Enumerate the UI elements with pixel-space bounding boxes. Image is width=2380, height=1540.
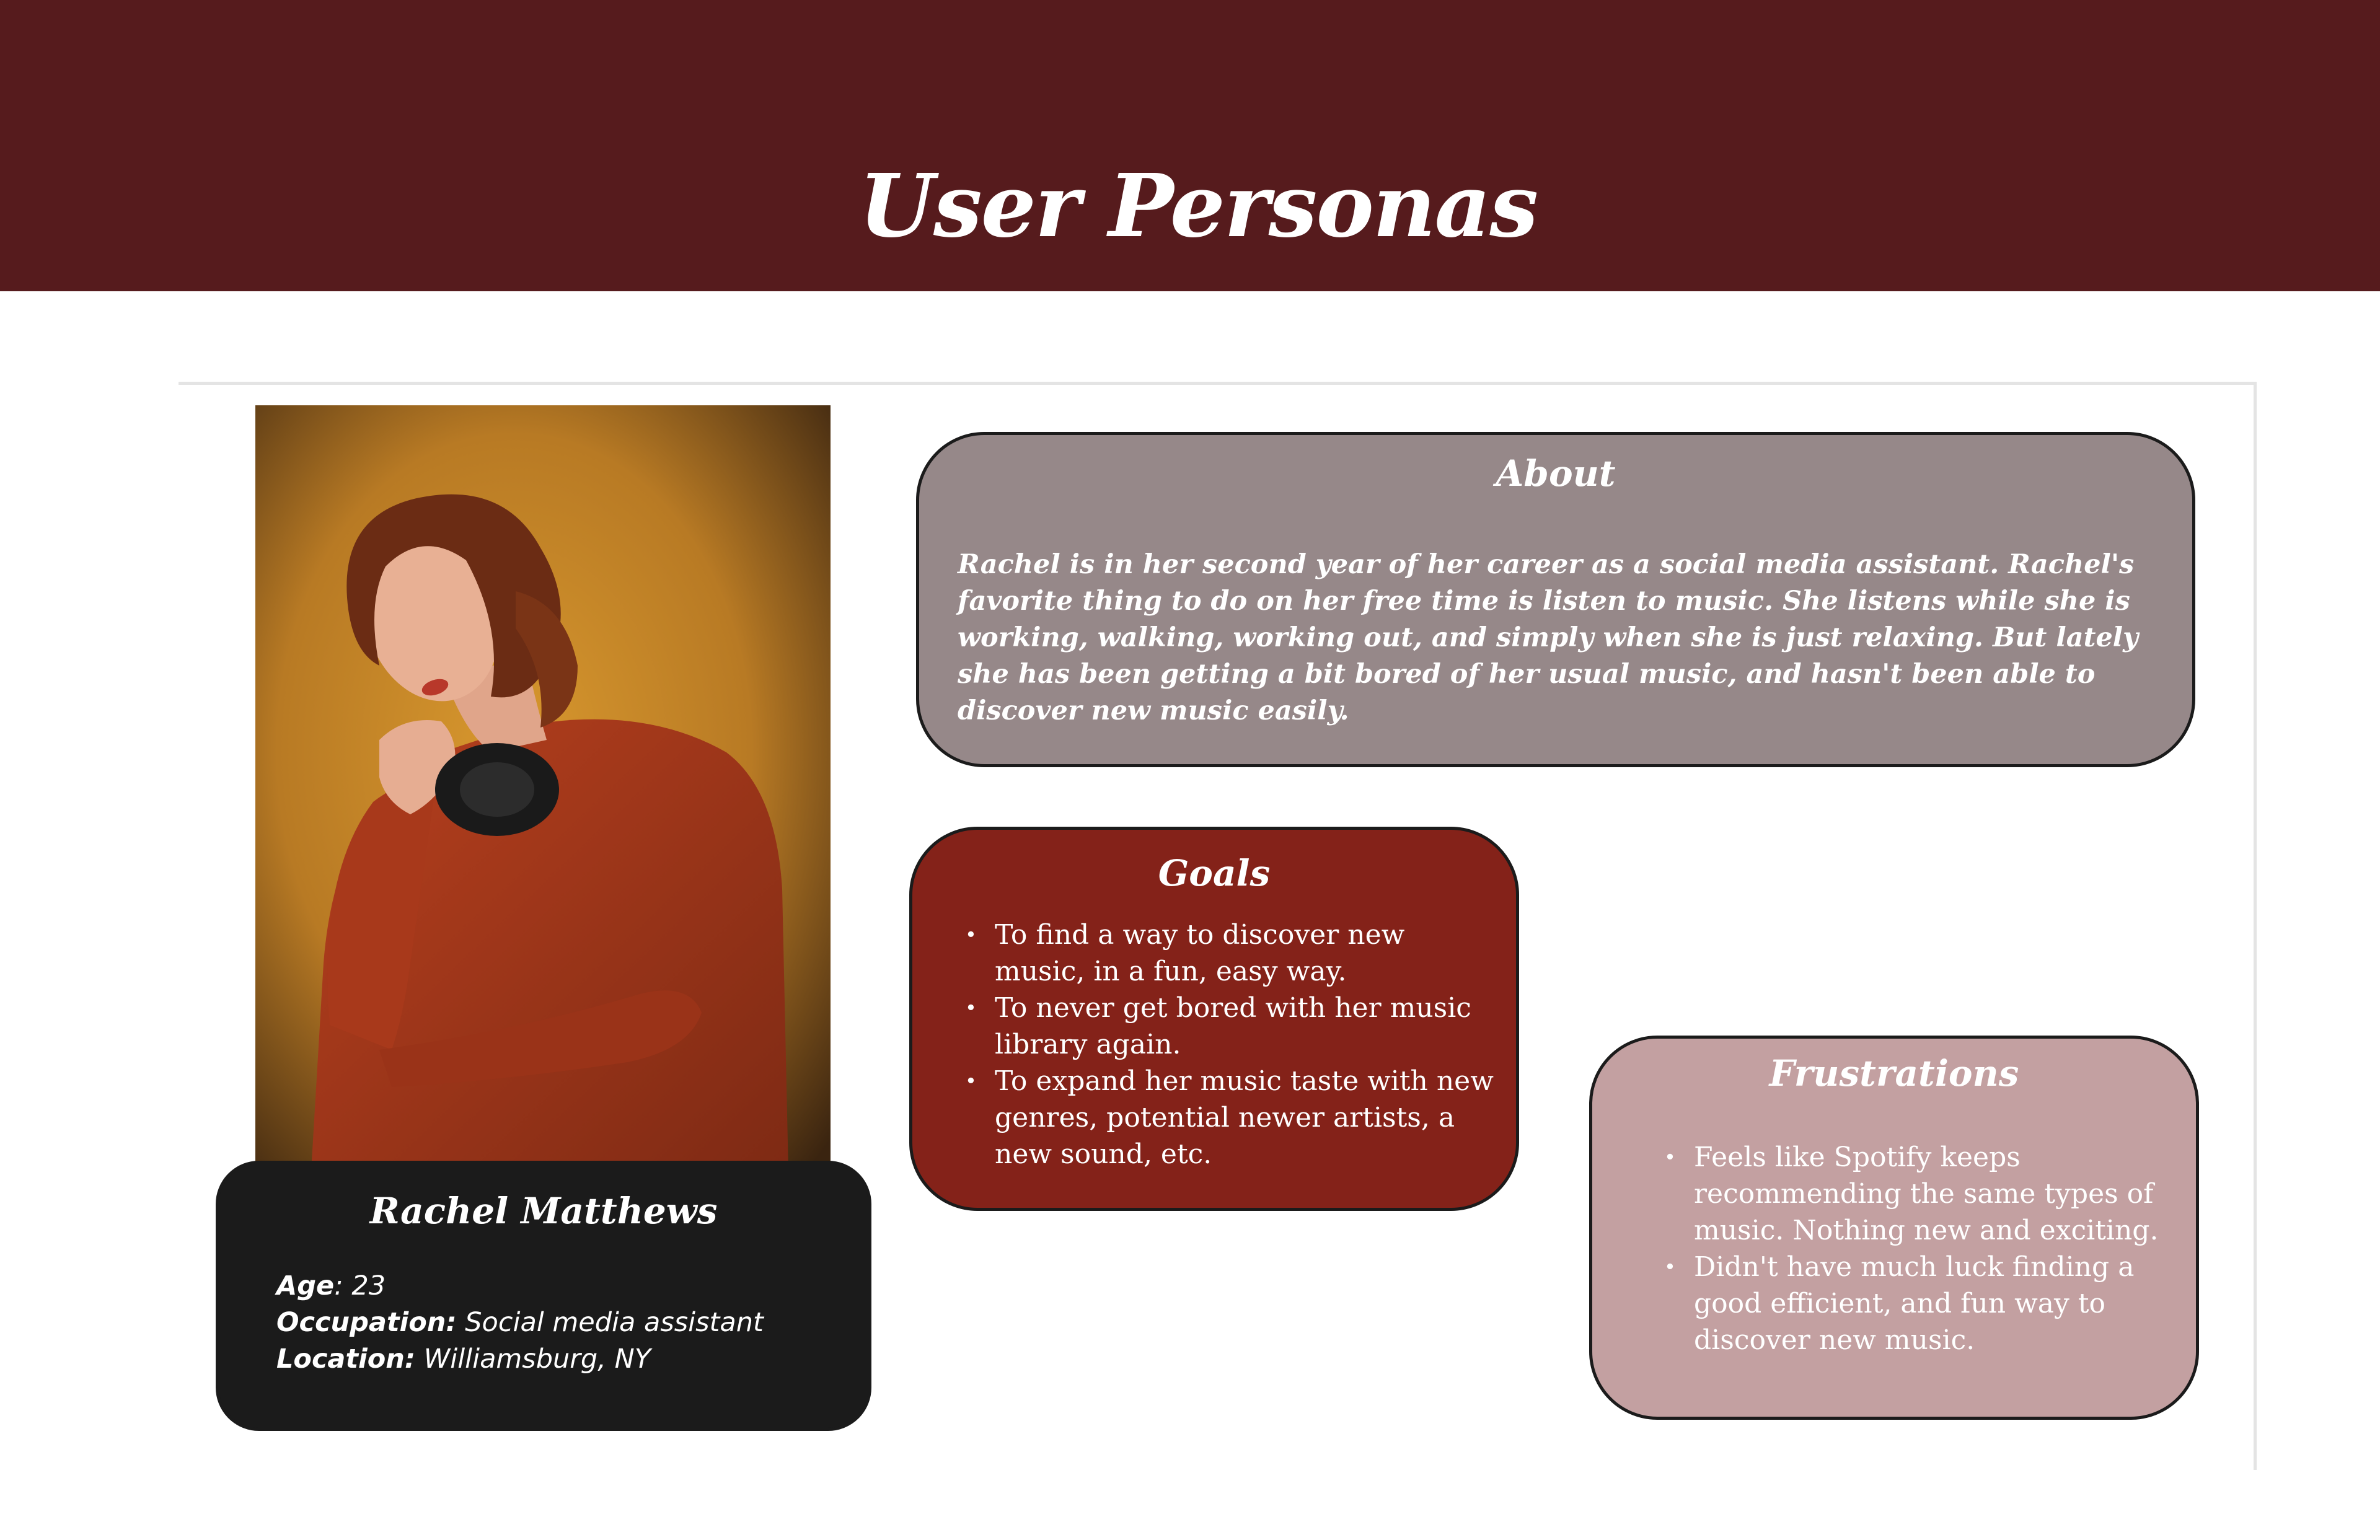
goal-item: • To expand her music taste with new genres, potential newer artists, a new sound, etc. xyxy=(995,1063,1503,1173)
persona-photo xyxy=(255,405,831,1171)
persona-details xyxy=(276,1268,764,1378)
about-text: Rachel is in her second year of her career as a social media assistant. Rachel's favorite thing to do on her free time is listen to music. She listens while she is working, walking, working out, and simply when she is just relaxing. But lately she has been getting a bit bored of her usual music, and hasn't been able to discover new music easily. xyxy=(958,549,2139,726)
detail-occupation-label: Occupation: xyxy=(276,1307,457,1338)
about-title: About xyxy=(1496,452,1616,495)
detail-age-label: Age xyxy=(276,1270,335,1301)
detail-age xyxy=(276,1268,764,1305)
page-title: User Personas xyxy=(858,156,1538,257)
persona-name-card xyxy=(216,1161,871,1431)
goals-card xyxy=(909,827,1519,1211)
goals-list xyxy=(970,917,1503,1173)
frustrations-title: Frustrations xyxy=(1769,1052,2019,1094)
frustrations-card xyxy=(1589,1036,2199,1420)
detail-age-value: 23 xyxy=(343,1270,386,1301)
frame-top-border xyxy=(178,382,2256,385)
frustration-item: • Feels like Spotify keeps recommending the same types of music. Nothing new and exciting. xyxy=(1694,1139,2202,1249)
detail-age-separator: : xyxy=(334,1270,343,1301)
goals-title: Goals xyxy=(1158,852,1271,894)
goal-item: • To never get bored with her music library again. xyxy=(995,990,1503,1063)
detail-occupation-value: Social media assistant xyxy=(456,1307,764,1338)
persona-name: Rachel Matthews xyxy=(369,1190,718,1232)
detail-location-label: Location: xyxy=(276,1344,416,1375)
about-card xyxy=(916,432,2195,767)
detail-location-value: Williamsburg, NY xyxy=(415,1344,651,1375)
frustrations-list xyxy=(1669,1139,2202,1358)
detail-occupation xyxy=(276,1305,764,1341)
goal-item: • To find a way to discover new music, in a fun, easy way. xyxy=(995,917,1503,990)
persona-portrait-image xyxy=(255,405,831,1171)
frame-right-border xyxy=(2254,382,2257,1470)
frustration-item: • Didn't have much luck finding a good efficient, and fun way to discover new music. xyxy=(1694,1249,2202,1358)
detail-location xyxy=(276,1341,764,1378)
